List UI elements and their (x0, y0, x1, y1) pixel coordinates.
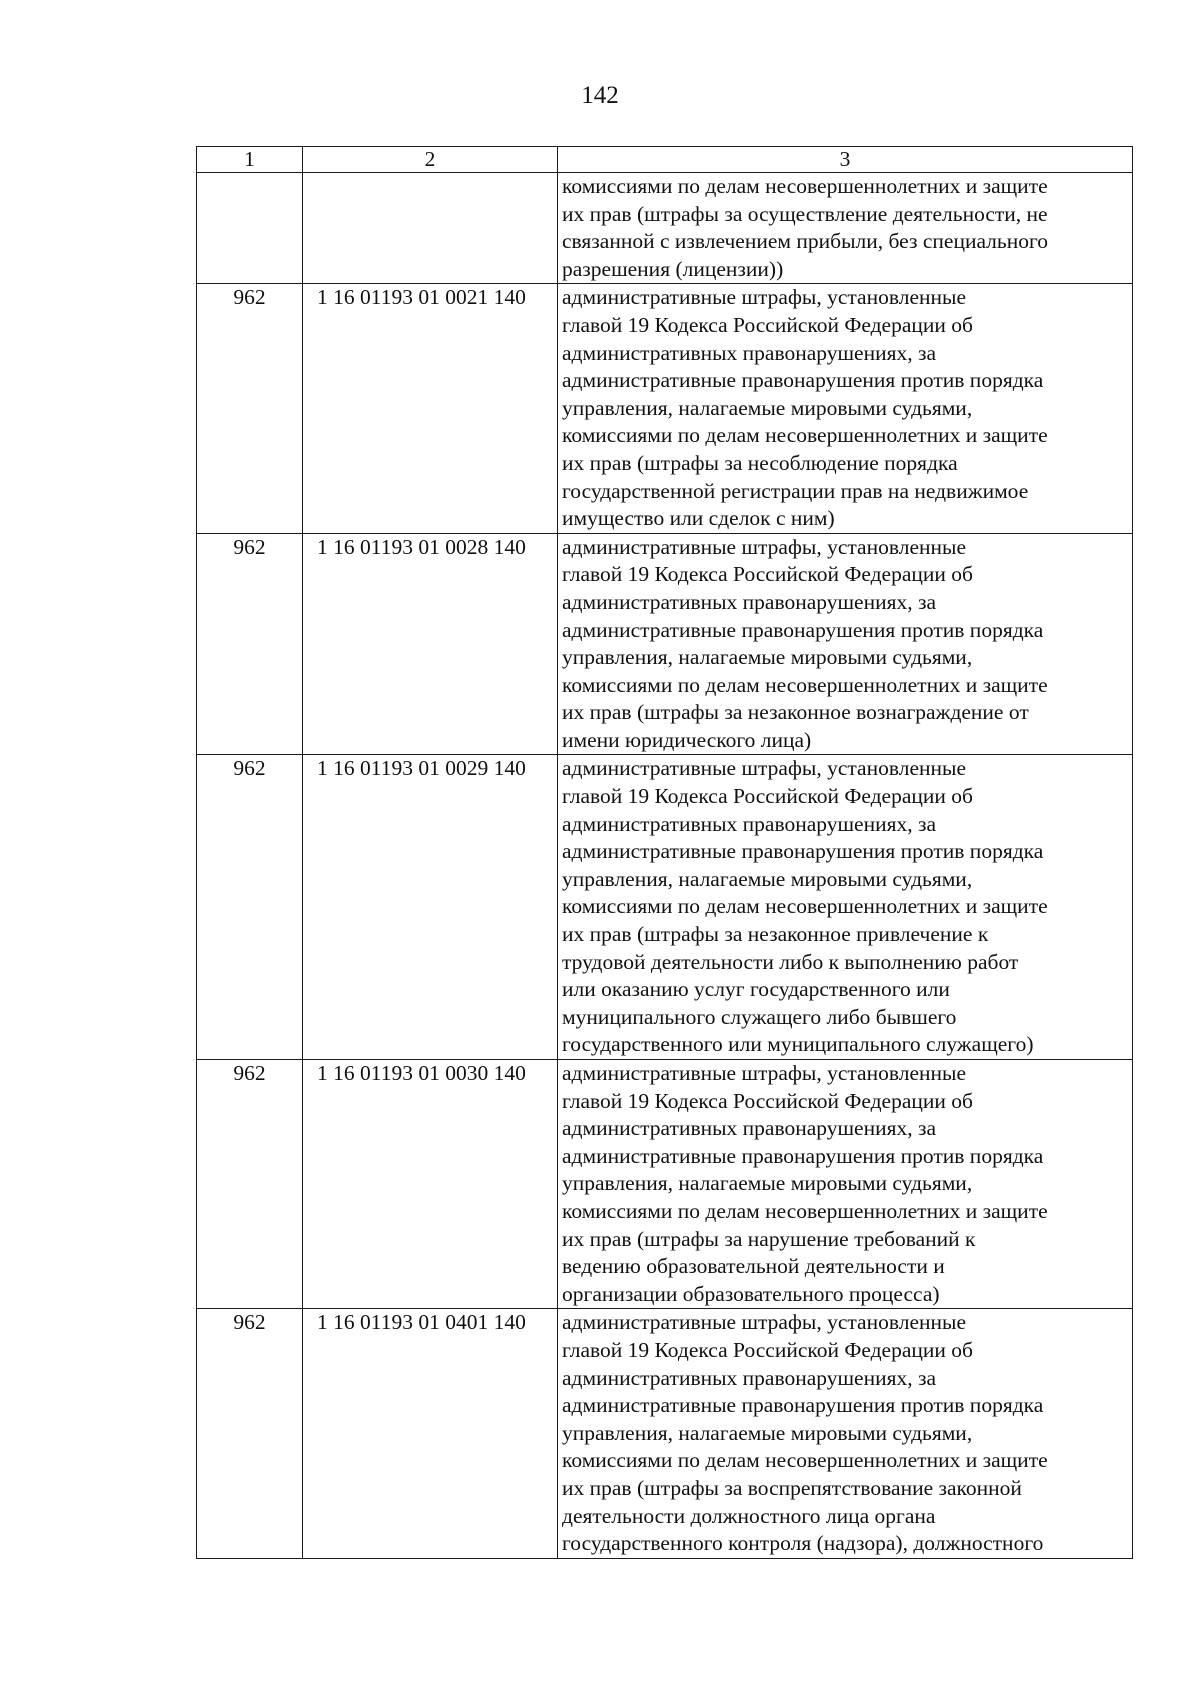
description-line: комиссиями по делам несовершеннолетних и защите (562, 672, 1048, 697)
description-line: административные правонарушения против порядка (562, 368, 1044, 393)
description-line: административные штрафы, установленные (562, 1061, 966, 1085)
description-cell (558, 173, 1133, 284)
description-line: управления, налагаемые мировыми судьями, (562, 645, 973, 670)
admin-code-cell: 962 (197, 533, 303, 755)
description-line: комиссиями по делам несовершеннолетних и защите (562, 1198, 1048, 1223)
admin-code-cell: 962 (197, 1060, 303, 1309)
description-line: административные правонарушения против порядка (562, 1393, 1044, 1418)
description-line: управления, налагаемые мировыми судьями, (562, 1420, 973, 1445)
description-line: административные штрафы, установленные (562, 534, 966, 559)
description-line: комиссиями по делам несовершеннолетних и защите (562, 174, 1048, 198)
table-row (197, 533, 1133, 755)
description-line: трудовой деятельности либо к выполнению работ (562, 949, 1019, 974)
description-line: их прав (штрафы за нарушение требований к (562, 1226, 976, 1251)
description-line: главой 19 Кодекса Российской Федерации об (562, 562, 973, 587)
description-line: комиссиями по делам несовершеннолетних и защите (562, 1448, 1048, 1473)
table-row (197, 173, 1133, 284)
description-line: комиссиями по делам несовершеннолетних и защите (562, 894, 1048, 919)
description-line: государственного или муниципального служащего) (562, 1032, 1034, 1057)
description-line: организации образовательного процесса) (562, 1281, 940, 1306)
budget-code-cell (303, 173, 558, 284)
description-line: имени юридического лица) (562, 727, 812, 752)
admin-code-cell (197, 173, 303, 284)
description-line: административные штрафы, установленные (562, 756, 966, 781)
budget-code-cell: 1 16 01193 01 0028 140 (303, 533, 558, 755)
description-line: имущество или сделок с ним) (562, 506, 835, 531)
description-line: государственного контроля (надзора), должностного (562, 1531, 1044, 1556)
description-cell (558, 755, 1133, 1060)
description-line: главой 19 Кодекса Российской Федерации об (562, 1337, 973, 1362)
table-row (197, 1309, 1133, 1558)
admin-code-cell: 962 (197, 755, 303, 1060)
description-line: деятельности должностного лица органа (562, 1503, 936, 1528)
description-line: административные правонарушения против порядка (562, 1143, 1044, 1168)
description-line: административных правонарушениях, за (562, 589, 937, 614)
description-line: комиссиями по делам несовершеннолетних и защите (562, 423, 1048, 448)
description-line: их прав (штрафы за осуществление деятельности, не (562, 201, 1048, 226)
description-line: их прав (штрафы за незаконное привлечение к (562, 922, 989, 947)
table-header-row (197, 147, 1133, 173)
description-cell (558, 284, 1133, 533)
description-line: главой 19 Кодекса Российской Федерации об (562, 1088, 973, 1113)
column-header-3: 3 (558, 147, 1133, 173)
description-line: их прав (штрафы за незаконное вознаграждение от (562, 700, 1029, 725)
description-line: главой 19 Кодекса Российской Федерации об (562, 312, 973, 337)
description-cell (558, 533, 1133, 755)
description-line: или оказанию услуг государственного или (562, 977, 950, 1002)
description-cell (558, 1309, 1133, 1558)
description-line: муниципального служащего либо бывшего (562, 1004, 957, 1029)
description-line: административные штрафы, установленные (562, 1310, 966, 1335)
budget-code-cell: 1 16 01193 01 0021 140 (303, 284, 558, 533)
description-line: главой 19 Кодекса Российской Федерации об (562, 784, 973, 809)
description-line: административных правонарушениях, за (562, 340, 937, 365)
description-cell (558, 1060, 1133, 1309)
description-line: административных правонарушениях, за (562, 1116, 937, 1141)
description-line: административные правонарушения против порядка (562, 617, 1044, 642)
description-line: разрешения (лицензии)) (562, 256, 784, 281)
description-line: управления, налагаемые мировыми судьями, (562, 395, 973, 420)
description-line: административных правонарушениях, за (562, 1365, 937, 1390)
description-line: ведению образовательной деятельности и (562, 1254, 945, 1279)
description-line: управления, налагаемые мировыми судьями, (562, 1171, 973, 1196)
table-row (197, 284, 1133, 533)
description-line: административные штрафы, установленные (562, 285, 966, 310)
column-header-1: 1 (197, 147, 303, 173)
description-line: административные правонарушения против порядка (562, 839, 1044, 864)
table-row (197, 1060, 1133, 1309)
page-number: 142 (581, 82, 619, 109)
description-line: связанной с извлечением прибыли, без специального (562, 229, 1049, 254)
budget-code-cell: 1 16 01193 01 0030 140 (303, 1060, 558, 1309)
budget-code-table (196, 146, 1133, 1559)
admin-code-cell: 962 (197, 1309, 303, 1558)
table-row (197, 755, 1133, 1060)
admin-code-cell: 962 (197, 284, 303, 533)
description-line: управления, налагаемые мировыми судьями, (562, 866, 973, 891)
budget-code-cell: 1 16 01193 01 0401 140 (303, 1309, 558, 1558)
column-header-2: 2 (303, 147, 558, 173)
description-line: административных правонарушениях, за (562, 811, 937, 836)
budget-code-cell: 1 16 01193 01 0029 140 (303, 755, 558, 1060)
description-line: их прав (штрафы за воспрепятствование законной (562, 1475, 1022, 1500)
description-line: их прав (штрафы за несоблюдение порядка (562, 450, 958, 475)
description-line: государственной регистрации прав на недвижимое (562, 478, 1029, 503)
